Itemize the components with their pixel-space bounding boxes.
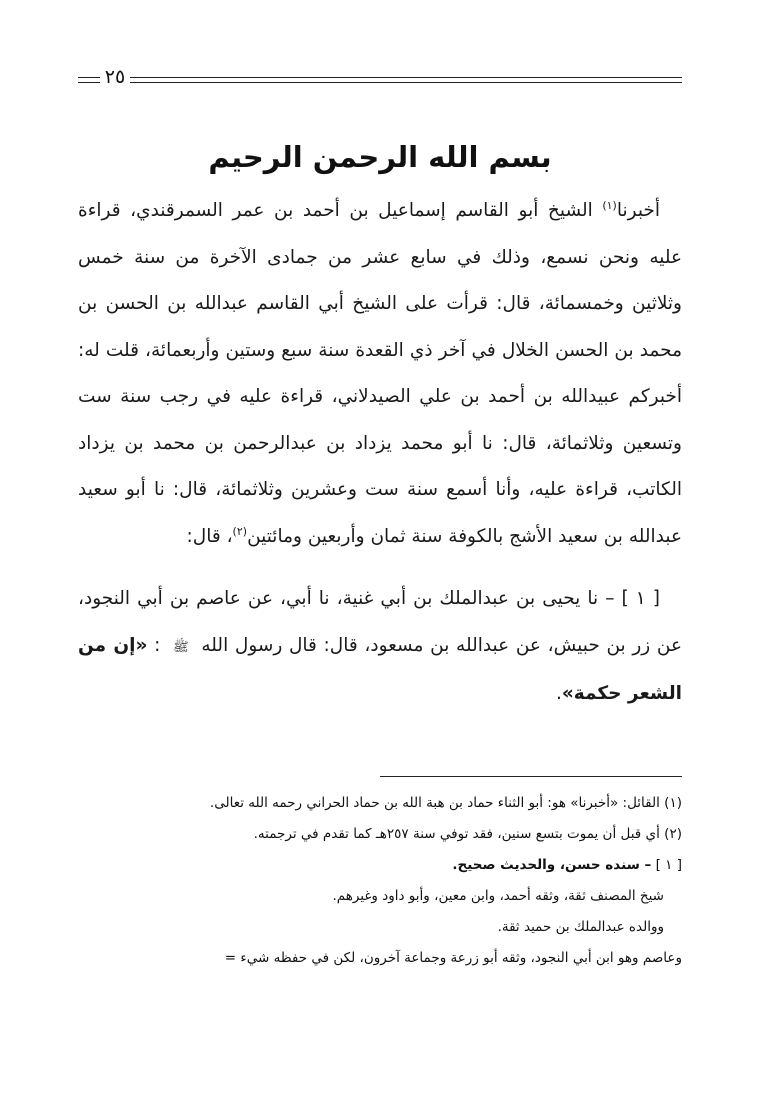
footnote-ref[interactable]: (١) <box>602 198 617 212</box>
isnad-line: قال: <box>186 525 221 547</box>
main-text <box>78 140 682 718</box>
footnote-note: وعاصم وهو ابن أبي النجود، وثقه أبو زرعة وجماعة آخرون، لكن في حفظه شيء = <box>224 950 682 966</box>
isnad-line: القعدة سنة سبع وستين وأربعمائة، قلت له: أخبركم عبيدالله بن <box>78 339 682 407</box>
footnote-separator <box>380 776 682 777</box>
footnote-marker: [ ١ ] <box>655 857 682 873</box>
isnad-paragraph <box>78 188 682 560</box>
colon: : <box>154 634 161 656</box>
hadith-matn: «إن من الشعر حكمة» <box>78 634 682 704</box>
footnote-note: ووالده عبدالملك بن حميد ثقة. <box>497 919 664 935</box>
hadith-isnad: – نا يحيى بن عبدالملك بن أبي غنية، نا أبي، عن عاصم بن أبي النجود، عن زر بن حبيش، عن عبدالله بن مسعود، قال: قال رسول الله <box>78 588 682 656</box>
footnote-text: القائل: «أخبرنا» هو: أبو الثناء حماد بن هبة الله بن حماد الحراني رحمه الله تعالى. <box>209 795 660 811</box>
salutation-glyph: ﷺ <box>173 639 189 655</box>
header-rule <box>130 77 682 83</box>
footnote-1 <box>78 788 682 819</box>
footnote-note: شيخ المصنف ثقة، وثقه أحمد، وابن معين، وأبو داود وغيرهم. <box>332 888 664 904</box>
hadith-paragraph <box>78 576 682 718</box>
footnote-marker: (٢) <box>664 826 682 842</box>
isnad-line: الآخرة من سنة خمس وثلاثين وخمسمائة، قال: قرأت على الشيخ <box>78 246 682 314</box>
footnote-text: أي قبل أن يموت بتسع سنين، فقد توفي سنة ٢٥٧هـ كما تقدم في ترجمته. <box>253 826 660 842</box>
full-stop: . <box>555 683 562 704</box>
isnad-line: أبي القاسم عبدالله بن الحسن بن محمد بن الحسن الخلال في آخر ذي <box>78 293 682 361</box>
isnad-line: الشيخ أبو القاسم إسماعيل بن أحمد بن عمر <box>232 200 593 221</box>
isnad-line: أحمد بن علي الصيدلاني، قراءة عليه في رجب سنة ست وتسعين <box>78 386 682 454</box>
isnad-line: وثلاثمائة، قال: نا أبو محمد يزداد بن عبدالرحمن بن محمد بن يزداد <box>78 432 614 454</box>
comma: ، <box>226 525 233 547</box>
isnad-line: أبو سعيد عبدالله بن سعيد الأشج بالكوفة سنة ثمان وأربعين ومائتين <box>78 479 682 547</box>
running-header <box>78 66 682 96</box>
hadith-number: [ ١ ] <box>621 588 660 609</box>
footnote-ref[interactable]: (٢) <box>232 524 248 538</box>
grading-text: – سنده حسن، والحديث صحيح. <box>452 857 652 873</box>
isnad-line: السمرقندي، قراءة عليه ونحن نسمع، وذلك في سابع عشر من جمادى <box>78 200 682 268</box>
page-number: ٢٥ <box>104 66 126 88</box>
basmala-heading: بسم الله الرحمن الرحيم <box>208 140 552 174</box>
isnad-line: أخبرنا <box>616 200 660 221</box>
isnad-line: الكاتب، قراءة عليه، وأنا أسمع سنة ست وعشرين وثلاثمائة، قال: نا <box>153 479 682 500</box>
header-rule-short <box>78 77 100 83</box>
footnotes <box>78 788 682 974</box>
footnote-2 <box>78 819 682 850</box>
footnote-hadith-1 <box>78 850 682 881</box>
footnote-marker: (١) <box>664 795 682 811</box>
